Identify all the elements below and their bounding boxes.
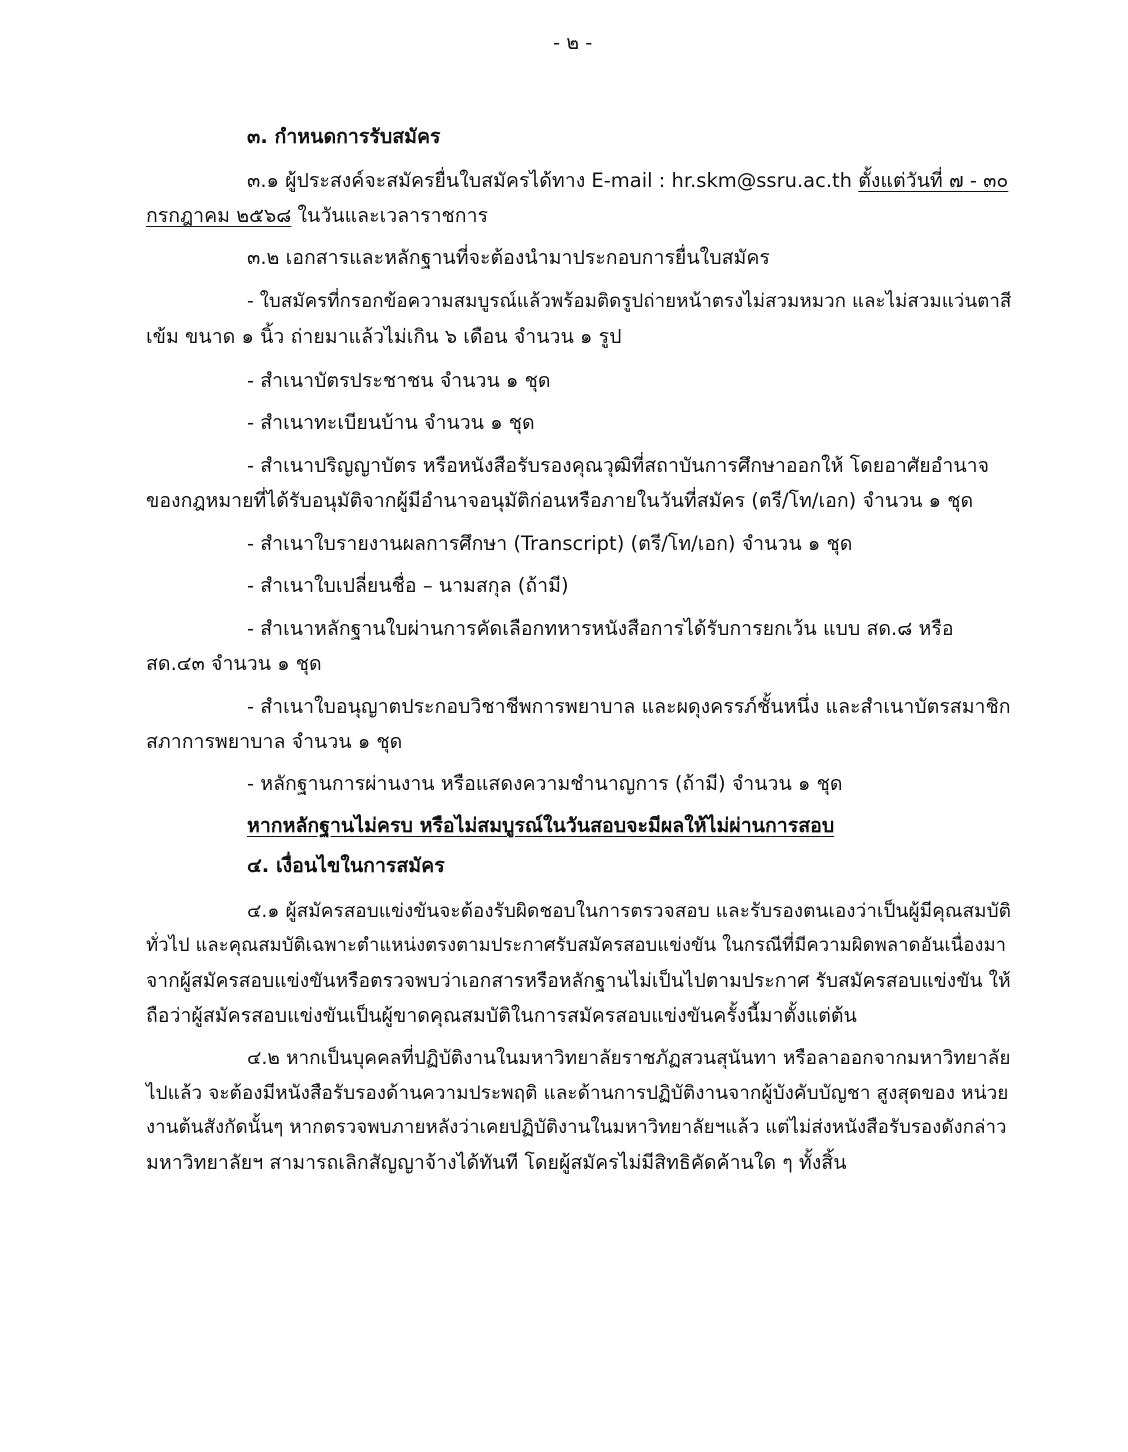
item-3-1-line-1 [247,168,1008,194]
page-number: - ๒ - [553,31,593,54]
item-3-2-heading: ๓.๒ เอกสารและหลักฐานที่จะต้องนำมาประกอบการยื่นใบสมัคร [247,246,770,269]
item-3-1-prefix: ๓.๑ ผู้ประสงค์จะสมัครยื่นใบสมัครได้ทาง E-mail : hr.skm@ssru.ac.th [247,169,853,192]
doc-8-line-2: สภาการพยาบาล จำนวน ๑ ชุด [146,730,403,753]
item-3-1-date-start: ตั้งแต่วันที่ ๗ - ๓๐ [858,169,1009,192]
doc-6: - สำเนาใบเปลี่ยนชื่อ – นามสกุล (ถ้ามี) [247,574,569,597]
doc-9: - หลักฐานการผ่านงาน หรือแสดงความชำนาญการ (ถ้ามี) จำนวน ๑ ชุด [247,772,843,795]
doc-2: - สำเนาบัตรประชาชน จำนวน ๑ ชุด [247,369,551,392]
item-4-2-line-3: งานต้นสังกัดนั้นๆ หากตรวจพบภายหลังว่าเคยปฏิบัติงานในมหาวิทยาลัยฯแล้ว แต่ไม่ส่งหนังสือรับรองดังกล่าว [146,1117,1007,1138]
item-3-1-date-month: กรกฎาคม ๒๕๖๘ [146,204,292,227]
doc-7-line-1: - สำเนาหลักฐานใบผ่านการคัดเลือกทหารหนังสือการได้รับการยกเว้น แบบ สด.๘ หรือ [247,617,954,640]
item-4-1-line-4: ถือว่าผู้สมัครสอบแข่งขันเป็นผู้ขาดคุณสมบัติในการสมัครสอบแข่งขันครั้งนี้มาตั้งแต่ต้น [146,1004,857,1027]
item-4-1-line-2: ทั่วไป และคุณสมบัติเฉพาะตำแหน่งตรงตามประกาศรับสมัครสอบแข่งขัน ในกรณีที่มีความผิดพลาดอันเนื่องมา [146,935,1007,956]
item-4-1-line-3: จากผู้สมัครสอบแข่งขันหรือตรวจพบว่าเอกสารหรือหลักฐานไม่เป็นไปตามประกาศ รับสมัครสอบแข่งขัน ให้ [146,969,1011,992]
item-3-1-line-2 [146,203,488,229]
doc-7-line-2: สด.๔๓ จำนวน ๑ ชุด [146,652,322,675]
section-4-heading: ๔. เงื่อนไขในการสมัคร [247,854,445,877]
doc-1-line-2: เข้ม ขนาด ๑ นิ้ว ถ่ายมาแล้วไม่เกิน ๖ เดือน จำนวน ๑ รูป [146,325,622,348]
doc-8-line-1: - สำเนาใบอนุญาตประกอบวิชาชีพการพยาบาล และผดุงครรภ์ชั้นหนึ่ง และสำเนาบัตรสมาชิก [247,695,1011,718]
incomplete-documents-warning: หากหลักฐานไม่ครบ หรือไม่สมบูรณ์ในวันสอบจะมีผลให้ไม่ผ่านการสอบ [247,814,835,837]
item-4-2-line-4: มหาวิทยาลัยฯ สามารถเลิกสัญญาจ้างได้ทันที โดยผู้สมัครไม่มีสิทธิคัดค้านใด ๆ ทั้งสิ้น [146,1151,847,1174]
doc-3: - สำเนาทะเบียนบ้าน จำนวน ๑ ชุด [247,411,535,434]
doc-5: - สำเนาใบรายงานผลการศึกษา (Transcript) (ตรี/โท/เอก) จำนวน ๑ ชุด [247,532,853,555]
doc-4-line-1: - สำเนาปริญญาบัตร หรือหนังสือรับรองคุณวุฒิที่สถาบันการศึกษาออกให้ โดยอาศัยอำนาจ [247,454,990,477]
doc-4-line-2: ของกฎหมายที่ได้รับอนุมัติจากผู้มีอำนาจอนุมัติก่อนหรือภายในวันที่สมัคร (ตรี/โท/เอก) จำนวน ๑ ชุด [146,489,974,512]
doc-1-line-1: - ใบสมัครที่กรอกข้อความสมบูรณ์แล้วพร้อมติดรูปถ่ายหน้าตรงไม่สวมหมวก และไม่สวมแว่นตาสี [247,291,1012,312]
item-4-2-line-1: ๔.๒ หากเป็นบุคคลที่ปฏิบัติงานในมหาวิทยาลัยราชภัฏสวนสุนันทา หรือลาออกจากมหาวิทยาลัย [247,1047,1011,1069]
section-3-heading: ๓. กำหนดการรับสมัคร [247,125,441,148]
item-4-2-line-2: ไปแล้ว จะต้องมีหนังสือรับรองด้านความประพฤติ และด้านการปฏิบัติงานจากผู้บังคับบัญชา สูงสุดของ หน่วย [146,1082,1009,1104]
item-3-1-suffix: ในวันและเวลาราชการ [297,204,488,227]
item-4-1-line-1: ๔.๑ ผู้สมัครสอบแข่งขันจะต้องรับผิดชอบในการตรวจสอบ และรับรองตนเองว่าเป็นผู้มีคุณสมบัติ [247,900,1011,922]
